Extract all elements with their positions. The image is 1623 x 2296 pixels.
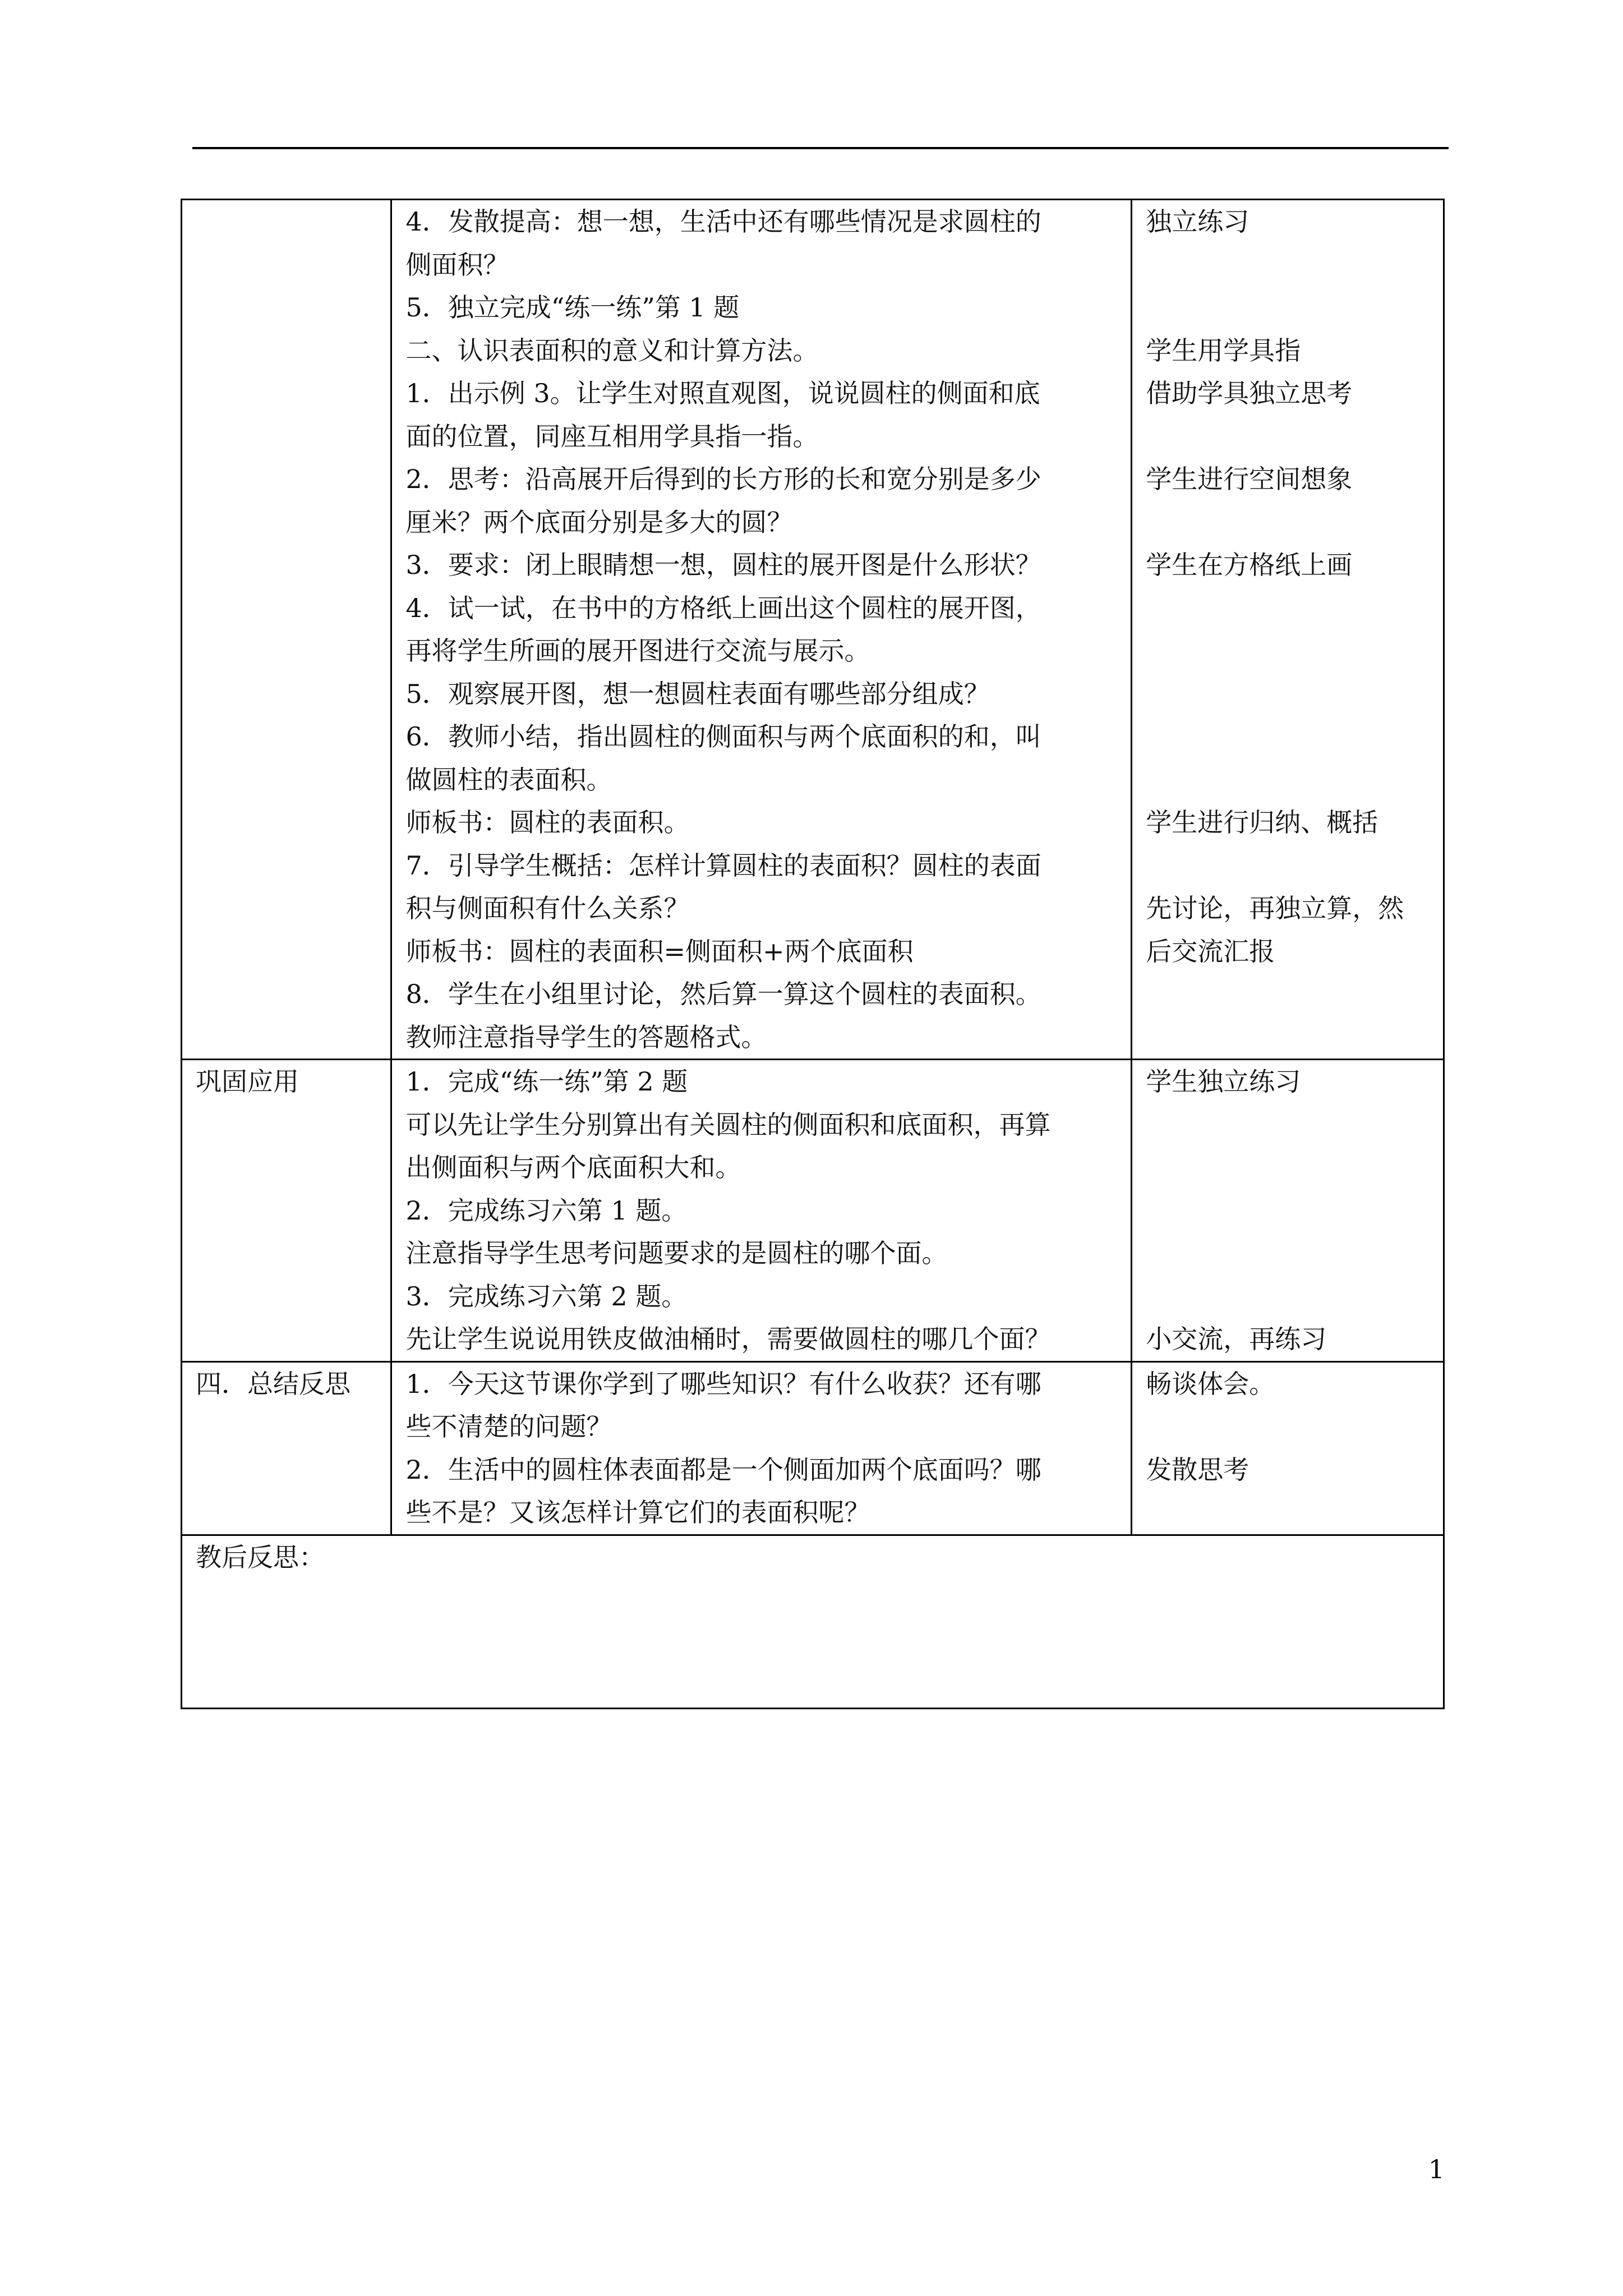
activity-line: 做圆柱的表面积。 (405, 764, 612, 795)
activity-line: 4．发散提高：想一想，生活中还有哪些情况是求圆柱的 (405, 206, 1041, 237)
activity-line: 2．思考：沿高展开后得到的长方形的长和宽分别是多少 (405, 464, 1041, 494)
student-line: 先讨论，再独立算，然 (1146, 893, 1404, 923)
stage-label: 四．总结反思 (196, 1368, 351, 1399)
student-line: 借助学具独立思考 (1146, 378, 1353, 408)
activity-line: 1．完成“练一练”第 2 题 (405, 1066, 688, 1097)
activity-line: 侧面积？ (405, 249, 509, 280)
student-cell (1132, 1361, 1444, 1535)
activity-line: 7．引导学生概括：怎样计算圆柱的表面积？圆柱的表面 (405, 850, 1041, 881)
activity-line: 先让学生说说用铁皮做油桶时，需要做圆柱的哪几个面？ (405, 1324, 1051, 1354)
lesson-plan-table (181, 199, 1445, 1709)
table-row (182, 1361, 1444, 1535)
activity-line: 3．完成练习六第 2 题。 (405, 1281, 688, 1312)
activity-cell (391, 1060, 1132, 1362)
activity-line: 积与侧面积有什么关系？ (405, 893, 690, 923)
activity-line: 师板书：圆柱的表面积=侧面积+两个底面积 (405, 936, 914, 967)
student-cell (1132, 200, 1444, 1060)
activity-cell (391, 200, 1132, 1060)
stage-cell (182, 200, 391, 1060)
student-line: 独立练习 (1146, 206, 1249, 237)
header-rule (192, 147, 1449, 149)
activity-line: 二、认识表面积的意义和计算方法。 (405, 335, 819, 366)
activity-line: 5．观察展开图，想一想圆柱表面有哪些部分组成？ (405, 678, 990, 709)
table-row (182, 1060, 1444, 1362)
student-line: 学生用学具指 (1146, 335, 1301, 366)
activity-line: 5．独立完成“练一练”第 1 题 (405, 292, 740, 323)
activity-line: 4．试一试，在书中的方格纸上画出这个圆柱的展开图， (405, 592, 1041, 623)
activity-line: 师板书：圆柱的表面积。 (405, 807, 690, 838)
stage-cell (182, 1060, 391, 1362)
activity-line: 2．生活中的圆柱体表面都是一个侧面加两个底面吗？哪 (405, 1454, 1041, 1485)
activity-line: 可以先让学生分别算出有关圆柱的侧面积和底面积，再算 (405, 1109, 1051, 1140)
student-line: 学生在方格纸上画 (1146, 550, 1353, 580)
activity-line: 3．要求：闭上眼睛想一想，圆柱的展开图是什么形状？ (405, 550, 1041, 580)
student-line: 学生独立练习 (1146, 1066, 1301, 1097)
student-line: 后交流汇报 (1146, 936, 1275, 967)
activity-line: 教师注意指导学生的答题格式。 (405, 1022, 767, 1052)
activity-line: 1．今天这节课你学到了哪些知识？有什么收获？还有哪 (405, 1368, 1041, 1399)
student-line: 小交流，再练习 (1146, 1324, 1327, 1354)
student-line: 学生进行归纳、概括 (1146, 807, 1378, 838)
activity-line: 再将学生所画的展开图进行交流与展示。 (405, 636, 870, 666)
reflection-label: 教后反思： (196, 1542, 325, 1572)
activity-line: 1．出示例 3。让学生对照直观图，说说圆柱的侧面和底 (405, 378, 1040, 408)
activity-line: 2．完成练习六第 1 题。 (405, 1195, 688, 1226)
table-row (182, 200, 1444, 1060)
activity-line: 8．学生在小组里讨论，然后算一算这个圆柱的表面积。 (405, 979, 1041, 1009)
activity-line: 面的位置，同座互相用学具指一指。 (405, 421, 819, 452)
activity-line: 注意指导学生思考问题要求的是圆柱的哪个面。 (405, 1238, 948, 1268)
activity-line: 些不是？又该怎样计算它们的表面积呢？ (405, 1497, 870, 1527)
activity-line: 些不清楚的问题？ (405, 1411, 612, 1442)
stage-cell (182, 1361, 391, 1535)
activity-line: 出侧面积与两个底面积大和。 (405, 1152, 741, 1182)
page-number: 1 (1428, 2154, 1445, 2184)
activity-line: 厘米？两个底面分别是多大的圆？ (405, 507, 793, 537)
stage-label: 巩固应用 (196, 1066, 299, 1097)
activity-cell (391, 1361, 1132, 1535)
student-line: 畅谈体会。 (1146, 1368, 1275, 1399)
table-row (182, 1535, 1444, 1708)
student-cell (1132, 1060, 1444, 1362)
activity-line: 6．教师小结，指出圆柱的侧面积与两个底面积的和，叫 (405, 721, 1041, 752)
student-line: 学生进行空间想象 (1146, 464, 1353, 494)
student-line: 发散思考 (1146, 1454, 1249, 1485)
reflection-cell (182, 1535, 1444, 1708)
